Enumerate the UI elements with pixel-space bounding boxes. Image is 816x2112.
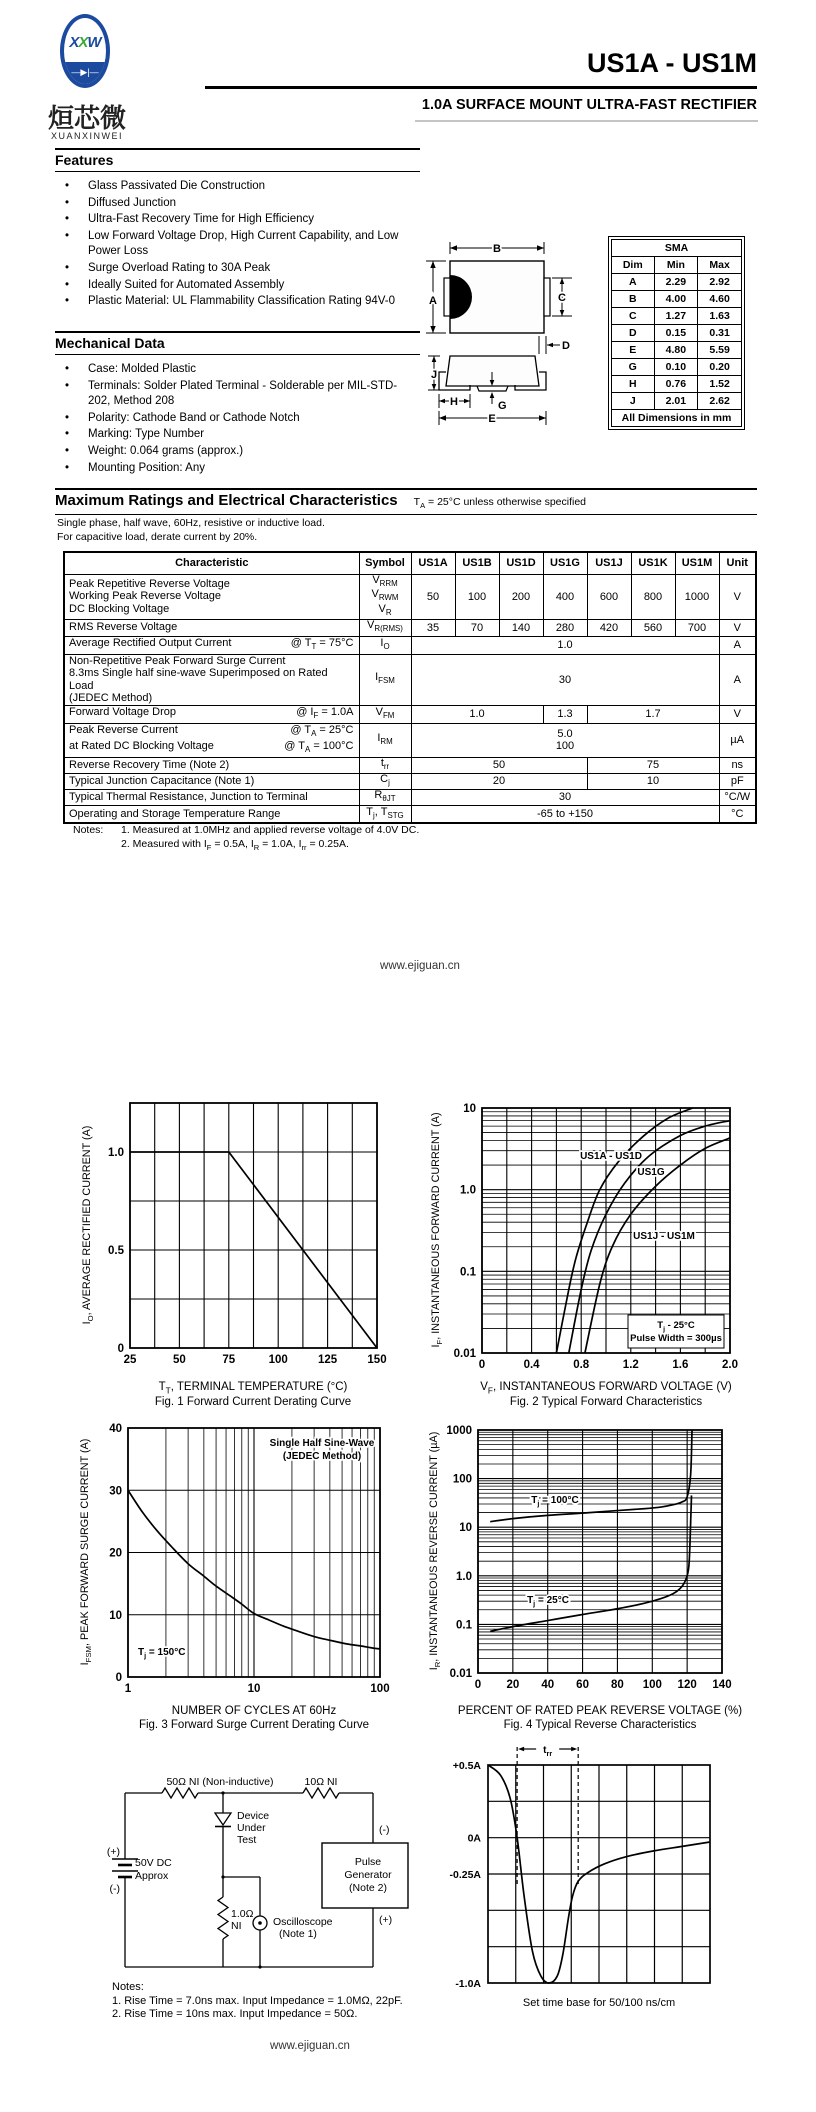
ratings-col-header: US1B [455,552,499,574]
svg-text:(-): (-) [109,1883,120,1895]
svg-text:10: 10 [459,1522,472,1535]
svg-text:1: 1 [124,1683,132,1695]
svg-text:100: 100 [268,1354,288,1366]
ratings-col-header: US1D [499,552,543,574]
svg-text:150: 150 [367,1354,387,1366]
svg-text:(+): (+) [379,1914,393,1926]
fig4-plot [420,1410,752,1701]
svg-text:H: H [450,396,458,408]
ratings-col-header: US1J [587,552,631,574]
fig2-ylabel: $I_F$, INSTANTANEOUS FORWARD CURRENT (A) [430,1112,445,1348]
ratings-row: Operating and Storage Temperature Range $T_j$, $T_{STG}$ -65 to +150 °C [64,805,756,823]
svg-text:1.2: 1.2 [622,1359,639,1371]
fig1-ylabel: $I_O$, AVERAGE RECTIFIED CURRENT (A) [81,1125,96,1325]
sma-row: D 0.15 0.31 [612,325,742,342]
svg-text:0.01: 0.01 [453,1348,476,1360]
svg-text:2.0: 2.0 [722,1359,738,1371]
ratings-table [63,551,757,824]
sma-row: E 4.80 5.59 [612,342,742,359]
ratings-col-header: Characteristic [64,552,359,574]
features-heading: Features [55,148,420,172]
fig4-ylabel: $I_R$, INSTANTANEOUS REVERSE CURRENT (µA) [428,1431,443,1671]
ratings-row: Reverse Recovery Time (Note 2) $t_{rr}$ 50 75 ns [64,757,756,773]
svg-text:NI: NI [231,1920,242,1932]
ratings-note: 1. Measured at 1.0MHz and applied reverse voltage of 4.0V DC. [121,824,420,836]
feature-item: • Ideally Suited for Automated Assembly [65,278,285,291]
fig2-caption: Fig. 2 Typical Forward Characteristics [509,1396,703,1408]
svg-text:(Note 2): (Note 2) [349,1882,387,1894]
svg-text:G: G [498,400,507,412]
svg-text:20: 20 [506,1679,520,1691]
svg-text:(-): (-) [379,1824,390,1836]
svg-text:1.6: 1.6 [672,1359,689,1371]
fig4-xlabel: PERCENT OF RATED PEAK REVERSE VOLTAGE (%) [457,1705,743,1717]
svg-text:-1.0A: -1.0A [455,1978,481,1990]
svg-text:-0.25A: -0.25A [449,1869,481,1881]
ratings-row: Peak Reverse Current @ $T_A = 25^\circ C$ at Rated DC Blocking Voltage @ $T_A = 100^\circ C$ $I_{RM}$ 5.0 100 µA [64,723,756,757]
fig2-xlabel: $V_F$, INSTANTANEOUS FORWARD VOLTAGE (V) [480,1381,732,1396]
svg-text:140: 140 [712,1679,732,1691]
watermark-mid: www.ejiguan.cn [380,960,460,972]
svg-text:0.4: 0.4 [523,1359,540,1371]
svg-text:US1G: US1G [637,1167,665,1178]
svg-text:0: 0 [474,1679,482,1691]
fig3-xlabel: NUMBER OF CYCLES AT 60Hz [171,1705,337,1717]
brand-logo [60,14,110,88]
ratings-intro-line: Single phase, half wave, 60Hz, resistive or inductive load. [57,517,325,529]
mechanical-item: • Weight: 0.064 grams (approx.) [65,444,244,457]
ratings-row: Peak Repetitive Reverse Voltage Working Peak Reverse Voltage DC Blocking Voltage $V_{RRM}$ $V_{RWM}$ $V_R$ 50 100 200 400 600 800 1000 V [64,574,756,619]
svg-text:20: 20 [109,1547,122,1560]
title-rule [205,86,757,89]
circuit-notes: Notes: 1. Rise Time = 7.0ns max. Input Impedance = 1.0MΩ, 22pF. 2. Rise Time = 10ns max. Input Impedance = 50Ω. [112,1981,412,2022]
svg-text:Tj = 150°C: $T_j = 150^\circ C$ [138,1647,186,1660]
svg-text:60: 60 [576,1679,589,1691]
feature-item: • Surge Overload Rating to 30A Peak [65,261,271,274]
subtitle-rule [415,120,758,122]
svg-text:trr: $t_{rr}$ [543,1745,553,1758]
mechanical-item: • Marking: Type Number [65,428,205,441]
svg-text:0A: 0A [467,1832,481,1845]
ratings-row: Non-Repetitive Peak Forward Surge Current 8.3ms Single half sine-wave Superimposed on Rated Load (JEDEC Method) $I_{FSM}$ 30 A [64,654,756,705]
sma-row: G 0.10 0.20 [612,359,742,376]
waveform-caption: Set time base for 50/100 ns/cm [522,1997,676,2009]
circuit-note: 2. Rise Time = 10ns max. Input Impedance = 50Ω. [112,2008,358,2020]
svg-text:50V DC: 50V DC [135,1857,172,1869]
svg-text:1.0: 1.0 [108,1147,124,1159]
trr-test-circuit-diagram [40,1745,420,1977]
svg-text:0.1: 0.1 [460,1266,476,1279]
svg-text:10Ω NI: 10Ω NI [304,1776,338,1788]
trr-waveform-diagram [420,1735,750,1993]
feature-item: • Plastic Material: UL Flammability Classification Rating 94V-0 [65,295,395,308]
svg-text:+0.5A: +0.5A [452,1760,481,1772]
ratings-row: Typical Junction Capacitance (Note 1) $C_j$ 20 10 pF [64,773,756,789]
svg-text:100: 100 [452,1473,472,1486]
svg-text:1.0Ω: 1.0Ω [231,1908,254,1920]
ratings-heading: Maximum Ratings and Electrical Characteristics $T_A = 25^\circ C$ unless otherwise specified [55,488,757,515]
svg-text:80: 80 [611,1679,624,1691]
sma-row: C 1.27 1.63 [612,308,742,325]
ratings-col-header: Unit [719,552,756,574]
mechanical-item: • Case: Molded Plastic [65,363,197,375]
part-number-title: US1A - US1M [586,48,757,78]
svg-text:100: 100 [370,1683,390,1695]
fig1-caption: Fig. 1 Forward Current Derating Curve [154,1396,352,1408]
svg-text:J: J [430,369,438,381]
svg-text:0: 0 [115,1672,122,1684]
svg-text:Generator: Generator [344,1869,392,1881]
mechanical-item: • Polarity: Cathode Band or Cathode Notch [65,411,300,424]
svg-text:10: 10 [247,1683,261,1695]
svg-text:C: C [558,292,566,304]
sma-dimensions-table [608,236,745,430]
ratings-col-header: US1A [411,552,455,574]
feature-item: • Ultra-Fast Recovery Time for High Efficiency [65,213,315,226]
sma-col-header: Min [654,257,698,274]
svg-text:0.01: 0.01 [449,1668,472,1680]
feature-item: • Diffused Junction [65,196,177,209]
ratings-col-header: Symbol [359,552,411,574]
fig3-caption: Fig. 3 Forward Surge Current Derating Curve [138,1719,370,1731]
sma-col-header: Max [698,257,742,274]
svg-text:(+): (+) [106,1846,120,1858]
svg-text:0.5: 0.5 [108,1245,124,1257]
svg-text:(Note 1): (Note 1) [279,1928,317,1940]
svg-text:50: 50 [173,1354,186,1366]
svg-text:0.1: 0.1 [456,1619,472,1632]
svg-text:1.0: 1.0 [460,1184,476,1197]
ratings-col-header: US1K [631,552,675,574]
sma-footnote: All Dimensions in mm [612,410,742,427]
ratings-col-header: US1G [543,552,587,574]
svg-text:50Ω NI (Non-inductive): 50Ω NI (Non-inductive) [166,1776,274,1788]
svg-text:Device: Device [237,1810,270,1822]
svg-text:Pulse: Pulse [354,1856,382,1868]
svg-text:A: A [429,295,437,307]
features-list [55,179,405,311]
svg-text:Test: Test [237,1834,257,1846]
fig3-ylabel: $I_{FSM}$, PEAK FORWARD SURGE CURRENT (A) [79,1438,94,1666]
svg-text:(JEDEC Method): (JEDEC Method) [282,1451,362,1462]
watermark-bottom: www.ejiguan.cn [270,2040,350,2052]
trr-test-circuit-block [40,1745,420,2045]
svg-text:0.8: 0.8 [573,1359,590,1371]
svg-text:75: 75 [222,1354,236,1366]
svg-text:Under: Under [237,1822,266,1834]
ratings-note: 2. Measured with $I_F = 0.5A$, $I_R = 1.0A$, $I_{rr} = 0.25A$. [121,837,349,852]
svg-text:US1J - US1M: US1J - US1M [633,1231,695,1242]
mechanical-item: • Terminals: Solder Plated Terminal - Solderable per MIL-STD-202, Method 208 [65,379,398,408]
ratings-notes: Notes: 1. Measured at 1.0MHz and applied reverse voltage of 4.0V DC. 2. Measured with $I_F = 0.5A$, $I_R = 1.0A$, $I_{rr} = 0.25A$. [73,824,633,854]
svg-text:40: 40 [541,1679,555,1691]
svg-text:E: E [488,413,496,425]
svg-text:Pulse Width = 300µs: Pulse Width = 300µs [630,1333,722,1344]
ratings-row: Typical Thermal Resistance, Junction to Terminal $R_{\theta JT}$ 30 °C/W [64,789,756,805]
svg-text:Tj = 100°C: $T_j = 100^\circ C$ [531,1495,579,1508]
brand-name-cjk: 烜芯微 [47,103,126,133]
brand-name-latin: XUANXINWEI [50,131,123,141]
fig3-block [40,1410,435,1740]
mechanical-heading: Mechanical Data [55,331,420,355]
sma-row: A 2.29 2.92 [612,274,742,291]
svg-text:D: D [562,340,570,352]
mechanical-list [55,362,405,477]
fig2-plot [420,1085,750,1380]
circuit-note: 1. Rise Time = 7.0ns max. Input Impedance = 1.0MΩ, 22pF. [112,1994,403,2007]
fig1-block [40,1085,435,1415]
fig1-xlabel: $T_T$, TERMINAL TEMPERATURE (°C) [158,1381,348,1396]
doc-subtitle: 1.0A SURFACE MOUNT ULTRA-FAST RECTIFIER [421,97,757,113]
svg-text:Tj - 25°C: $T_j - 25^\circ C$ [657,1320,695,1333]
svg-text:Oscilloscope: Oscilloscope [273,1916,333,1928]
sma-table-title: SMA [612,240,742,257]
svg-text:US1A - US1D: US1A - US1D [580,1151,642,1162]
sma-row: J 2.01 2.62 [612,393,742,410]
ratings-col-header: US1M [675,552,719,574]
brand-monogram: XXW [69,34,101,51]
svg-text:40: 40 [109,1423,122,1435]
svg-text:1.0: 1.0 [456,1570,472,1583]
sma-row: B 4.00 4.60 [612,291,742,308]
ratings-row: Forward Voltage Drop @ $I_F = 1.0A$ $V_{FM}$ 1.0 1.3 1.7 V [64,705,756,723]
svg-text:120: 120 [677,1679,697,1691]
trr-waveform-block [420,1735,816,2035]
ratings-intro-line: For capacitive load, derate current by 20%. [57,530,258,543]
svg-text:125: 125 [318,1354,338,1366]
svg-text:10: 10 [463,1103,476,1115]
feature-item: • Low Forward Voltage Drop, High Current Capability, and Low Power Loss [65,229,399,258]
svg-text:0: 0 [117,1343,124,1355]
sma-col-header: Dim [612,257,655,274]
svg-text:30: 30 [109,1485,122,1498]
fig2-block [420,1085,816,1415]
feature-item: • Glass Passivated Die Construction [65,180,266,192]
svg-text:25: 25 [123,1354,137,1366]
sma-row: H 0.76 1.52 [612,376,742,393]
svg-text:100: 100 [642,1679,662,1691]
svg-text:Single Half Sine-Wave: Single Half Sine-Wave [269,1438,375,1449]
svg-text:10: 10 [109,1609,122,1622]
svg-text:1000: 1000 [446,1425,472,1437]
svg-text:B: B [493,243,501,255]
diode-icon: —▶|— [64,62,106,84]
svg-text:Tj = 25°C: $T_j = 25^\circ C$ [527,1595,569,1608]
ratings-row: RMS Reverse Voltage $V_{R(RMS)}$ 35 70 140 280 420 560 700 V [64,619,756,636]
fig4-caption: Fig. 4 Typical Reverse Characteristics [503,1719,697,1731]
ratings-intro [57,517,325,544]
fig4-block [420,1410,816,1740]
svg-text:0: 0 [478,1359,486,1371]
svg-text:Approx: Approx [135,1870,169,1882]
ratings-row: Average Rectified Output Current @ $T_T = 75^\circ C$ $I_O$ 1.0 A [64,636,756,654]
mechanical-item: • Mounting Position: Any [65,461,205,474]
